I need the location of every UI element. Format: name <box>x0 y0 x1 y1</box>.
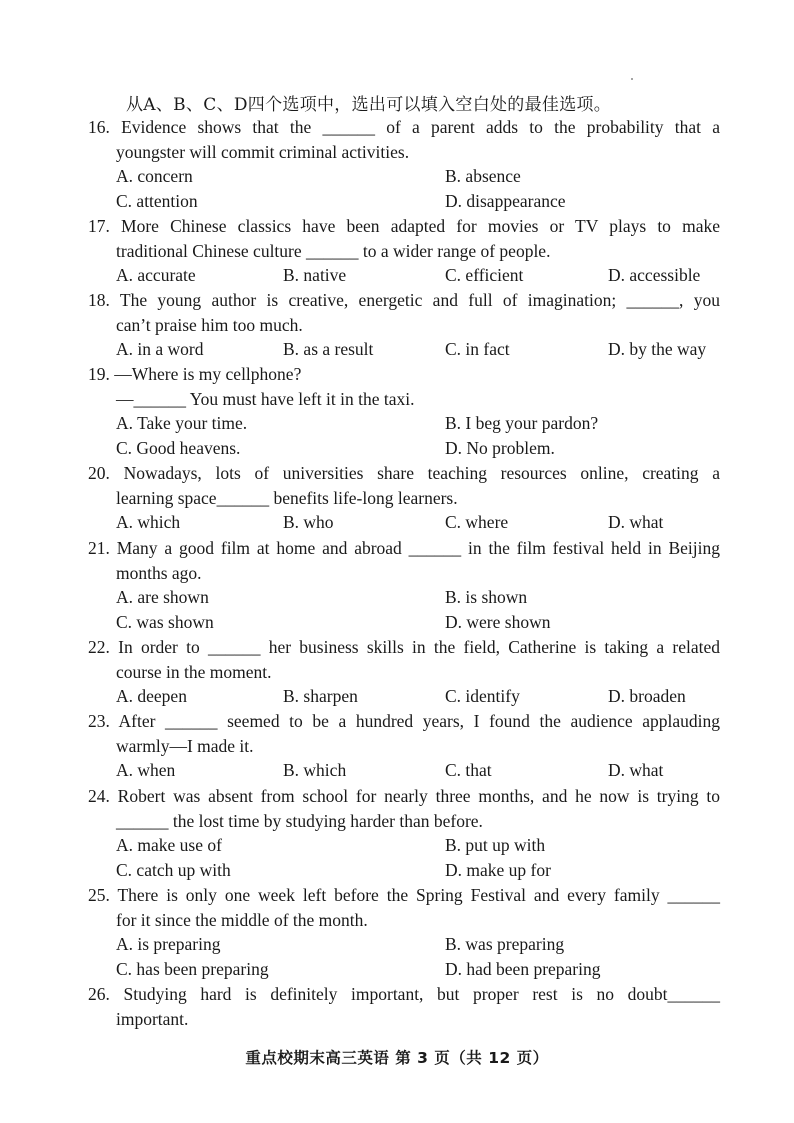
question-stem: 19. —Where is my cellphone? <box>88 364 302 384</box>
question-stem-continued: can’t praise him too much. <box>116 314 303 335</box>
question-number: 23. <box>88 711 110 731</box>
question-number: 20. <box>88 463 110 483</box>
option-a[interactable]: A. in a word <box>116 339 204 360</box>
question-stem: 24. Robert was absent from school for nearly three months, and he now is trying to <box>88 786 721 806</box>
question-25 <box>88 883 720 982</box>
options <box>88 337 720 362</box>
question-stem-continued: for it since the middle of the month. <box>116 909 368 930</box>
option-d[interactable]: D. disappearance <box>445 191 566 212</box>
question-stem: 23. After ______ seemed to be a hundred years, I found the audience applauding <box>88 711 720 731</box>
question-19 <box>88 362 720 461</box>
options <box>88 758 720 783</box>
question-16 <box>88 115 720 214</box>
question-stem: 26. Studying hard is definitely important, but proper rest is no doubt______ <box>88 984 720 1004</box>
option-b[interactable]: B. put up with <box>445 835 546 856</box>
question-number: 18. <box>88 290 110 310</box>
option-c[interactable]: C. has been preparing <box>116 959 269 980</box>
option-a[interactable]: A. concern <box>116 166 193 187</box>
question-stem: 21. Many a good film at home and abroad ______ in the film festival held in Beijing <box>88 538 720 558</box>
option-c[interactable]: C. was shown <box>116 612 214 633</box>
option-c[interactable]: C. where <box>445 512 509 533</box>
option-d[interactable]: D. by the way <box>608 339 707 360</box>
option-c[interactable]: C. in fact <box>445 339 510 360</box>
option-b[interactable]: B. as a result <box>283 339 374 360</box>
question-number: 21. <box>88 538 110 558</box>
question-stem: 17. More Chinese classics have been adapted for movies or TV plays to make <box>88 216 720 236</box>
question-17 <box>88 214 720 288</box>
options <box>88 510 720 535</box>
option-c[interactable]: C. that <box>445 760 492 781</box>
option-c[interactable]: C. attention <box>116 191 198 212</box>
question-24 <box>88 784 720 883</box>
question-stem-continued: course in the moment. <box>116 661 272 682</box>
options <box>88 263 720 288</box>
question-stem-continued: important. <box>116 1008 189 1029</box>
option-a[interactable]: A. accurate <box>116 265 196 286</box>
option-d[interactable]: D. broaden <box>608 686 686 707</box>
option-a[interactable]: A. which <box>116 512 181 533</box>
option-b[interactable]: B. sharpen <box>283 686 358 707</box>
options <box>88 585 720 634</box>
options <box>88 411 720 460</box>
question-stem: 16. Evidence shows that the ______ of a parent adds to the probability that a <box>88 117 720 137</box>
question-20 <box>88 461 720 535</box>
option-b[interactable]: B. which <box>283 760 347 781</box>
question-number: 16. <box>88 117 110 137</box>
options <box>88 932 720 981</box>
option-d[interactable]: D. were shown <box>445 612 551 633</box>
question-number: 26. <box>88 984 110 1004</box>
question-21 <box>88 536 720 635</box>
option-a[interactable]: A. Take your time. <box>116 413 248 434</box>
question-stem: 20. Nowadays, lots of universities share teaching resources online, creating a <box>88 463 720 483</box>
option-a[interactable]: A. when <box>116 760 176 781</box>
option-a[interactable]: A. is preparing <box>116 934 221 955</box>
option-c[interactable]: C. catch up with <box>116 860 231 881</box>
option-b[interactable]: B. was preparing <box>445 934 565 955</box>
option-d[interactable]: D. what <box>608 512 664 533</box>
question-number: 22. <box>88 637 110 657</box>
option-c[interactable]: C. identify <box>445 686 520 707</box>
options <box>88 833 720 882</box>
question-stem: 22. In order to ______ her business skills in the field, Catherine is taking a related <box>88 637 720 657</box>
question-stem: 25. There is only one week left before the Spring Festival and every family ______ <box>88 885 721 905</box>
scan-speck <box>631 78 633 80</box>
option-d[interactable]: D. No problem. <box>445 438 555 459</box>
page-footer: 重点校期末高三英语 第 3 页（共 12 页） <box>245 1049 549 1067</box>
question-number: 24. <box>88 786 110 806</box>
section-instruction: 从A、B、C、D四个选项中，选出可以填入空白处的最佳选项。 <box>126 95 612 115</box>
question-stem-continued: ______ the lost time by studying harder than before. <box>116 810 483 831</box>
option-b[interactable]: B. native <box>283 265 347 286</box>
question-stem-continued: youngster will commit criminal activities. <box>116 141 410 162</box>
question-stem-continued: —______ You must have left it in the taxi. <box>116 388 415 409</box>
question-stem-continued: warmly—I made it. <box>116 735 254 756</box>
option-a[interactable]: A. are shown <box>116 587 209 608</box>
question-stem: 18. The young author is creative, energetic and full of imagination; ______, you <box>88 290 721 310</box>
option-d[interactable]: D. had been preparing <box>445 959 601 980</box>
option-a[interactable]: A. deepen <box>116 686 187 707</box>
question-23 <box>88 709 720 783</box>
options <box>88 684 720 709</box>
option-c[interactable]: C. Good heavens. <box>116 438 241 459</box>
question-stem-continued: months ago. <box>116 562 202 583</box>
question-stem-continued: learning space______ benefits life-long learners. <box>116 487 458 508</box>
options <box>88 164 720 213</box>
option-b[interactable]: B. absence <box>445 166 521 187</box>
question-26 <box>88 982 720 1031</box>
question-number: 25. <box>88 885 110 905</box>
question-number: 19. <box>88 364 110 384</box>
question-22 <box>88 635 720 709</box>
option-b[interactable]: B. is shown <box>445 587 528 608</box>
option-b[interactable]: B. who <box>283 512 334 533</box>
option-d[interactable]: D. make up for <box>445 860 551 881</box>
option-c[interactable]: C. efficient <box>445 265 524 286</box>
option-b[interactable]: B. I beg your pardon? <box>445 413 599 434</box>
question-number: 17. <box>88 216 110 236</box>
question-stem-continued: traditional Chinese culture ______ to a wider range of people. <box>116 240 551 261</box>
option-d[interactable]: D. accessible <box>608 265 701 286</box>
option-a[interactable]: A. make use of <box>116 835 222 856</box>
question-18 <box>88 288 720 362</box>
option-d[interactable]: D. what <box>608 760 664 781</box>
